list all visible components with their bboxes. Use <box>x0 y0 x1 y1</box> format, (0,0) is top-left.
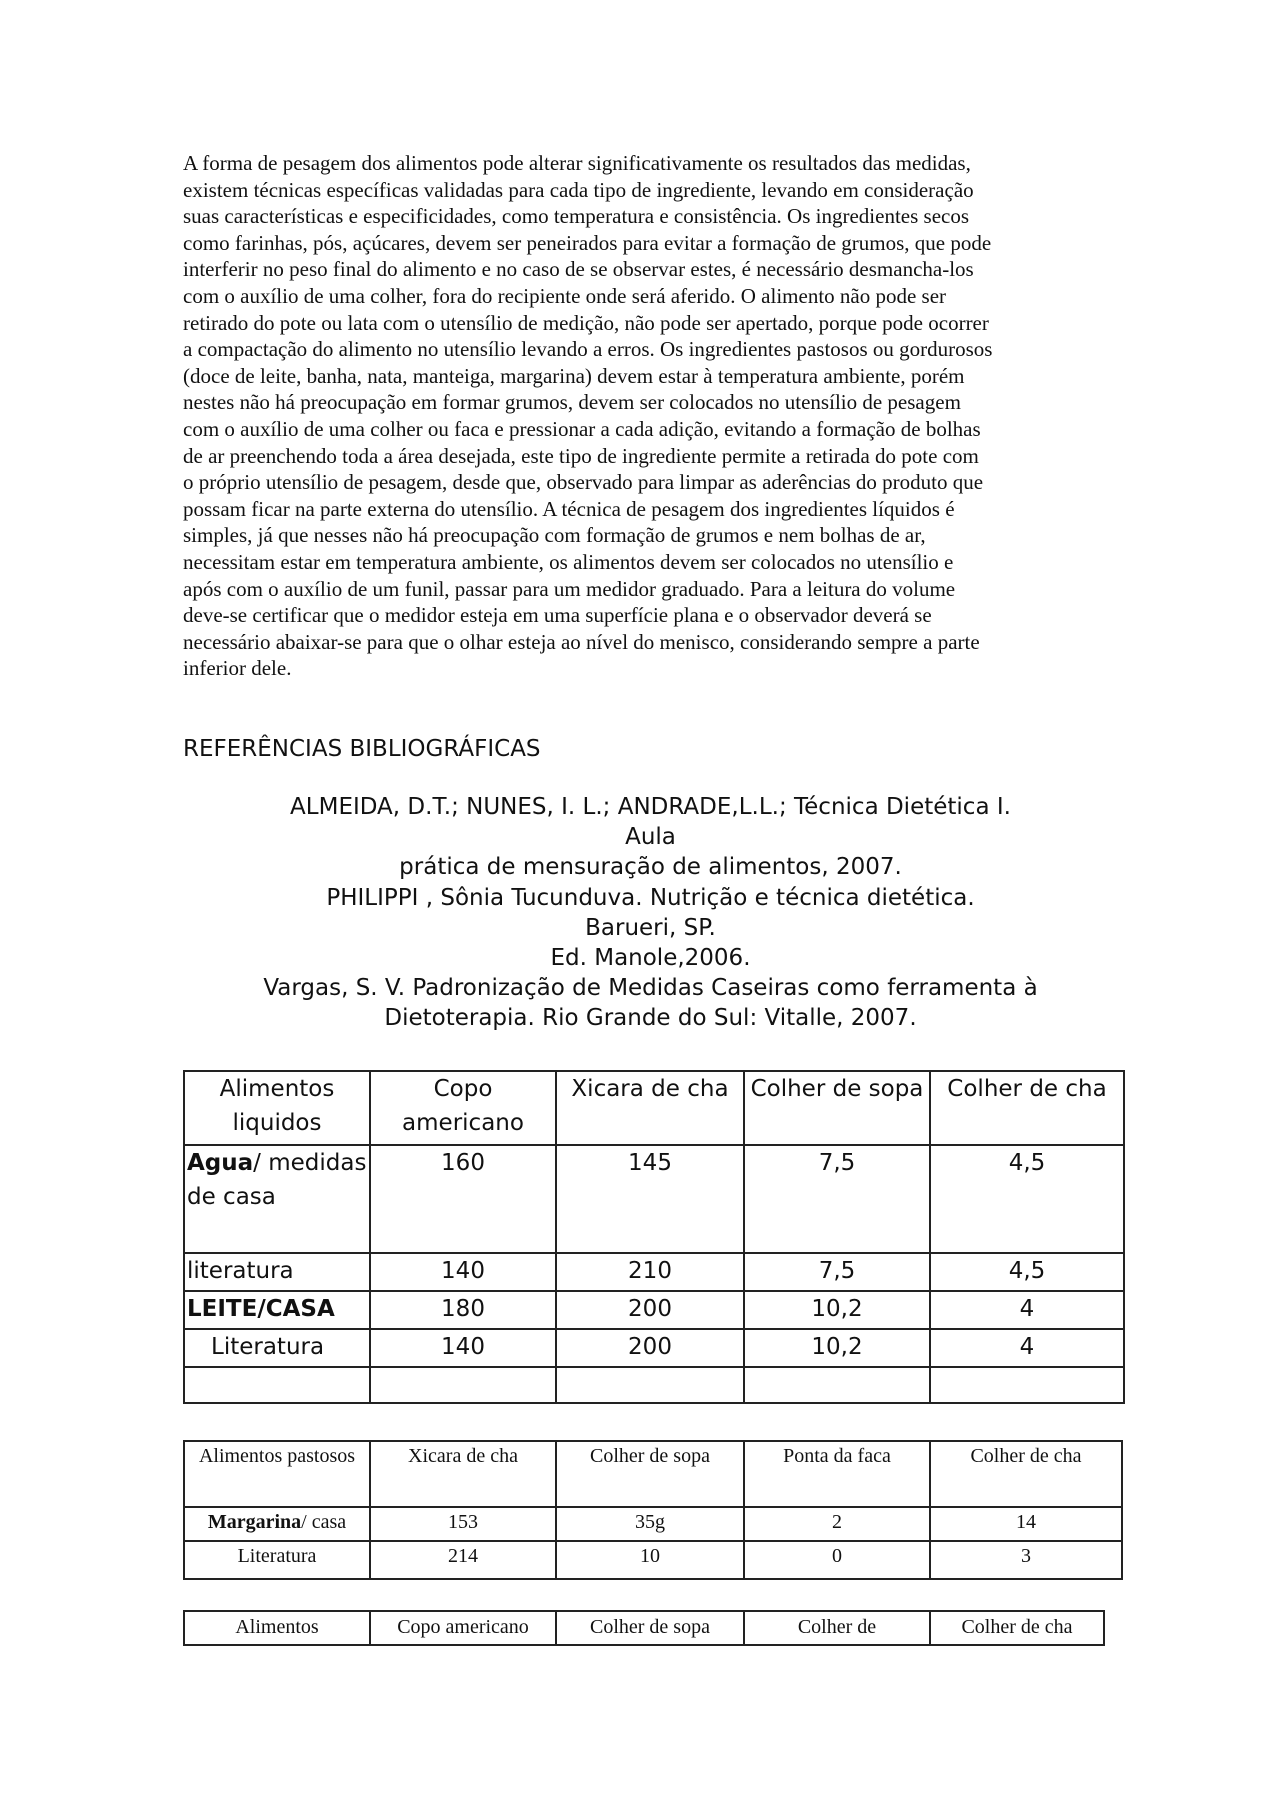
header-cell: Colher de cha <box>930 1071 1124 1145</box>
row-label-cell <box>184 1145 370 1253</box>
value-cell: 153 <box>370 1507 556 1541</box>
empty-cell <box>744 1367 930 1403</box>
value-cell: 10,2 <box>744 1291 930 1329</box>
table-header-row <box>184 1441 1122 1507</box>
paragraph-line: retirado do pote ou lata com o utensílio de medição, não pode ser apertado, porque pode ocorrer <box>183 310 989 335</box>
paragraph-line: o próprio utensílio de pesagem, desde que, observado para limpar as aderências do produto que <box>183 470 984 495</box>
table-header-row <box>184 1611 1104 1645</box>
table-row <box>184 1541 1122 1579</box>
value-cell: 200 <box>556 1329 744 1367</box>
reference-line: Barueri, SP. <box>585 914 716 941</box>
paragraph-line: existem técnicas específicas validadas para cada tipo de ingrediente, levando em consideração <box>183 177 974 202</box>
references-heading: REFERÊNCIAS BIBLIOGRÁFICAS <box>183 736 541 762</box>
paste-foods-table <box>183 1440 1123 1580</box>
empty-cell <box>184 1367 370 1403</box>
paragraph-line: deve-se certificar que o medidor esteja em uma superfície plana e o observador deverá se <box>183 603 932 628</box>
paragraph-line: com o auxílio de uma colher ou faca e pressionar a cada adição, evitando a formação de bolhas <box>183 416 981 441</box>
row-label-text: Literatura <box>211 1334 325 1360</box>
header-cell: Colher de sopa <box>744 1071 930 1145</box>
table-row <box>184 1291 1124 1329</box>
value-cell: 140 <box>370 1253 556 1291</box>
table-row <box>184 1253 1124 1291</box>
paragraph-line: a compactação do alimento no utensílio levando a erros. Os ingredientes pastosos ou gordurosos <box>183 337 993 362</box>
reference-line: prática de mensuração de alimentos, 2007. <box>399 854 902 881</box>
body-paragraph <box>183 150 1118 682</box>
paragraph-line: simples, já que nesses não há preocupação com formação de grumos e nem bolhas de ar, <box>183 523 926 548</box>
header-cell: Copo americano <box>370 1611 556 1645</box>
paragraph-line: necessitam estar em temperatura ambiente, os alimentos devem ser colocados no utensílio e <box>183 549 954 574</box>
row-label-cell <box>184 1291 370 1329</box>
header-cell: Colher de <box>744 1611 930 1645</box>
value-cell: 7,5 <box>744 1253 930 1291</box>
empty-table-row <box>184 1367 1124 1403</box>
value-cell: 210 <box>556 1253 744 1291</box>
table-header-row <box>184 1071 1124 1145</box>
header-cell: Colher de sopa <box>556 1441 744 1507</box>
value-cell: 14 <box>930 1507 1122 1541</box>
value-cell: 4 <box>930 1329 1124 1367</box>
value-cell: 4,5 <box>930 1253 1124 1291</box>
header-cell: Alimentos pastosos <box>184 1441 370 1507</box>
reference-line: Ed. Manole,2006. <box>550 945 751 972</box>
empty-cell <box>556 1367 744 1403</box>
header-cell: Ponta da faca <box>744 1441 930 1507</box>
row-label-bold: LEITE/CASA <box>187 1296 335 1322</box>
reference-line: Vargas, S. V. Padronização de Medidas Caseiras como ferramenta à <box>263 975 1038 1002</box>
row-label-text: Literatura <box>237 1545 317 1567</box>
table-row <box>184 1329 1124 1367</box>
paragraph-line: como farinhas, pós, açúcares, devem ser peneirados para evitar a formação de grumos, que pode <box>183 230 992 255</box>
paragraph-line: suas características e especificidades, como temperatura e consistência. Os ingredientes secos <box>183 204 970 229</box>
header-cell: Colher de sopa <box>556 1611 744 1645</box>
references-list <box>183 792 1118 1034</box>
value-cell: 4 <box>930 1291 1124 1329</box>
row-label-cell <box>184 1329 370 1367</box>
empty-cell <box>370 1367 556 1403</box>
value-cell: 140 <box>370 1329 556 1367</box>
value-cell: 214 <box>370 1541 556 1579</box>
value-cell: 35g <box>556 1507 744 1541</box>
paragraph-line: A forma de pesagem dos alimentos pode alterar significativamente os resultados das medidas, <box>183 151 971 175</box>
paragraph-line: possam ficar na parte externa do utensílio. A técnica de pesagem dos ingredientes líquidos é <box>183 496 955 521</box>
reference-line: Aula <box>625 824 676 851</box>
paragraph-line: necessário abaixar-se para que o olhar esteja ao nível do menisco, considerando sempre a parte <box>183 629 980 654</box>
third-foods-table <box>183 1610 1105 1646</box>
row-label-cell <box>184 1507 370 1541</box>
header-cell: Alimentos liquidos <box>184 1071 370 1145</box>
header-cell: Xicara de cha <box>556 1071 744 1145</box>
paragraph-line: de ar preenchendo toda a área desejada, este tipo de ingrediente permite a retirada do pote com <box>183 443 979 468</box>
table-row <box>184 1507 1122 1541</box>
value-cell: 2 <box>744 1507 930 1541</box>
row-label-text: literatura <box>187 1258 294 1284</box>
row-label-cell <box>184 1541 370 1579</box>
paragraph-line: após com o auxílio de um funil, passar para um medidor graduado. Para a leitura do volume <box>183 576 956 601</box>
header-cell: Colher de cha <box>930 1611 1104 1645</box>
paragraph-line: inferior dele. <box>183 656 292 681</box>
header-cell: Copo americano <box>370 1071 556 1145</box>
value-cell: 10 <box>556 1541 744 1579</box>
row-label-cell <box>184 1253 370 1291</box>
value-cell: 180 <box>370 1291 556 1329</box>
value-cell: 7,5 <box>744 1145 930 1253</box>
value-cell: 145 <box>556 1145 744 1253</box>
value-cell: 0 <box>744 1541 930 1579</box>
value-cell: 3 <box>930 1541 1122 1579</box>
paragraph-line: nestes não há preocupação em formar grumos, devem ser colocados no utensílio de pesagem <box>183 390 961 415</box>
header-cell: Alimentos <box>184 1611 370 1645</box>
row-label-bold: Margarina <box>207 1511 302 1533</box>
table-row <box>184 1145 1124 1253</box>
liquid-foods-table <box>183 1070 1125 1404</box>
paragraph-line: (doce de leite, banha, nata, manteiga, margarina) devem estar à temperatura ambiente, porém <box>183 363 965 388</box>
reference-line: Dietoterapia. Rio Grande do Sul: Vitalle, 2007. <box>384 1005 917 1032</box>
value-cell: 160 <box>370 1145 556 1253</box>
value-cell: 10,2 <box>744 1329 930 1367</box>
value-cell: 200 <box>556 1291 744 1329</box>
value-cell: 4,5 <box>930 1145 1124 1253</box>
empty-cell <box>930 1367 1124 1403</box>
reference-line: ALMEIDA, D.T.; NUNES, I. L.; ANDRADE,L.L.; Técnica Dietética I. <box>290 794 1011 820</box>
reference-line: PHILIPPI , Sônia Tucunduva. Nutrição e técnica dietética. <box>326 884 975 911</box>
paragraph-line: com o auxílio de uma colher, fora do recipiente onde será aferido. O alimento não pode ser <box>183 283 947 308</box>
paragraph-line: interferir no peso final do alimento e no caso de se observar estes, é necessário desmancha-los <box>183 257 974 282</box>
row-label-bold: Agua <box>187 1150 254 1176</box>
header-cell: Xicara de cha <box>370 1441 556 1507</box>
row-label-text: / casa <box>301 1511 347 1533</box>
row-label-text: / medidas de casa <box>187 1150 367 1210</box>
header-cell: Colher de cha <box>930 1441 1122 1507</box>
